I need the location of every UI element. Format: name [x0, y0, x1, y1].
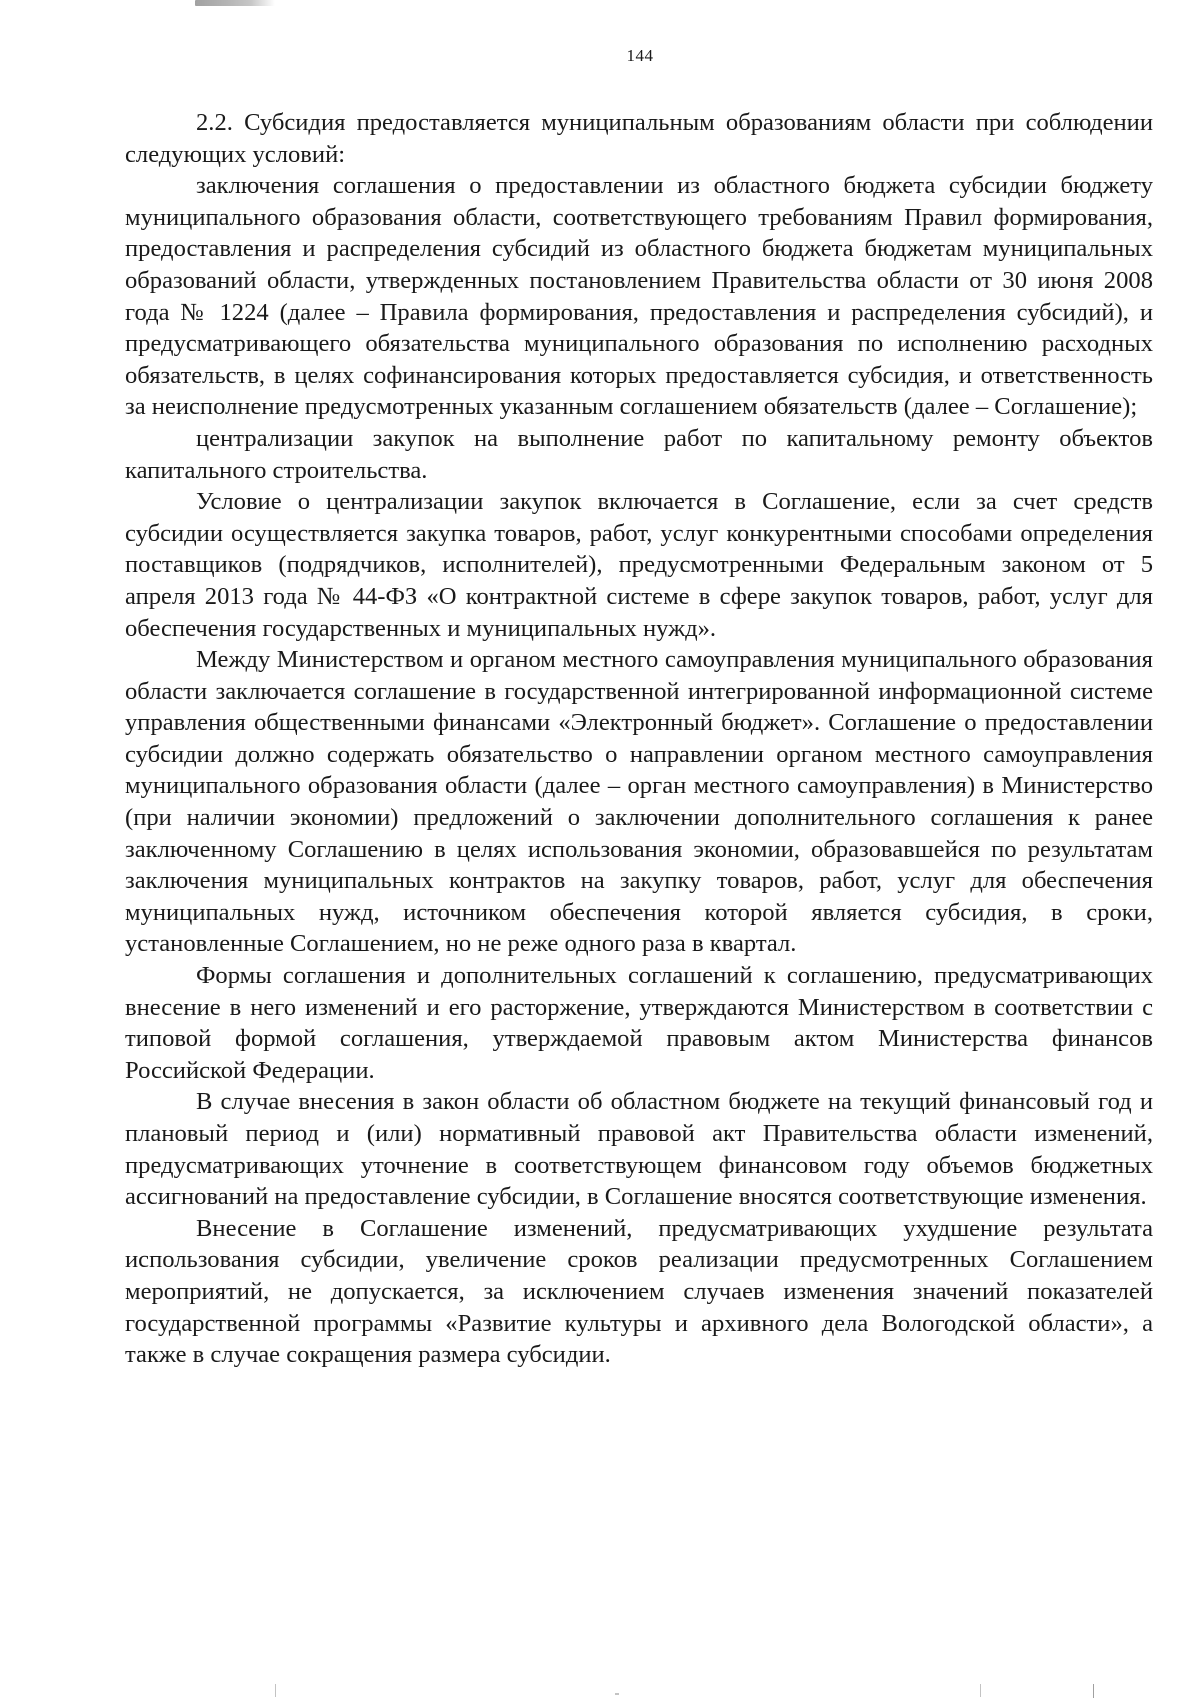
paragraph-procurement-centralization: централизации закупок на выполнение работ по капитальному ремонту объектов капитального строительства.: [125, 424, 1153, 484]
paragraph-amendment-restrictions: Внесение в Соглашение изменений, предусматривающих ухудшение результата использования субсидии, увеличение сроков реализации предусмотренных Соглашением мероприятий, не допускается, за исключением случаев изменения значений показателей государственной программы «Развитие культуры и архивного дела Вологодской области», а также в случае сокращения размера субсидии.: [125, 1214, 1153, 1369]
scan-artifact-top: [195, 0, 275, 6]
scan-artifact-bottom: [615, 1693, 619, 1695]
paragraph-2-2-conditions: 2.2. Субсидия предоставляется муниципальным образованиям области при соблюдении следующих условий:: [125, 109, 1153, 168]
paragraph-centralization-clause: Условие о централизации закупок включается в Соглашение, если за счет средств субсидии осуществляется закупка товаров, работ, услуг конкурентными способами определения поставщиков (подрядчиков, исполнителей), предусмотренными Федеральным законом от 5 апреля 2013 года № 44-ФЗ «О контрактной системе в сфере закупок товаров, работ, услуг для обеспечения государственных и муниципальных нужд».: [125, 488, 1153, 642]
scan-artifact-bottom: [275, 1684, 276, 1697]
paragraph-budget-changes: В случае внесения в закон области об областном бюджете на текущий финансовый год и плановый период и (или) нормативный правовой акт Правительства области изменений, предусматривающих уточнение в соответствующем финансовом году объемов бюджетных ассигнований на предоставление субсидии, в Соглашение вносятся соответствующие изменения.: [125, 1088, 1153, 1211]
paragraph-agreement-forms: Формы соглашения и дополнительных соглашений к соглашению, предусматривающих внесение в него изменений и его расторжение, утверждаются Министерством в соответствии с типовой формой соглашения, утверждаемой правовым актом Министерства финансов Российской Федерации.: [125, 962, 1153, 1084]
paragraph-electronic-budget: Между Министерством и органом местного самоуправления муниципального образования области заключается соглашение в государственной интегрированной информационной системе управления общественными финансами «Электронный бюджет». Соглашение о предоставлении субсидии должно содержать обязательство о направлении органом местного самоуправления муниципального образования области (далее – орган местного самоуправления) в Министерство (при наличии экономии) предложений о заключении дополнительного соглашения к ранее заключенному Соглашению в целях использования экономии, образовавшейся по результатам заключения муниципальных контрактов на закупку товаров, работ, услуг для обеспечения муниципальных нужд, источником обеспечения которой является субсидия, в сроки, установленные Соглашением, но не реже одного раза в квартал.: [125, 646, 1153, 958]
document-body: [125, 107, 1153, 1371]
paragraph-agreement-condition: заключения соглашения о предоставлении из областного бюджета субсидии бюджету муниципального образования области, соответствующего требованиям Правил формирования, предоставления и распределения субсидий из областного бюджета бюджетам муниципальных образований области, утвержденных постановлением Правительства области от 30 июня 2008 года № 1224 (далее – Правила формирования, предоставления и распределения субсидий), и предусматривающего обязательства муниципального образования по исполнению расходных обязательств, в целях софинансирования которых предоставляется субсидия, и ответственность за неисполнение предусмотренных указанным соглашением обязательств (далее – Соглашение);: [125, 172, 1153, 421]
scan-artifact-bottom: [1093, 1684, 1094, 1698]
page-number: 144: [626, 46, 654, 65]
scan-artifact-bottom: [980, 1684, 981, 1697]
